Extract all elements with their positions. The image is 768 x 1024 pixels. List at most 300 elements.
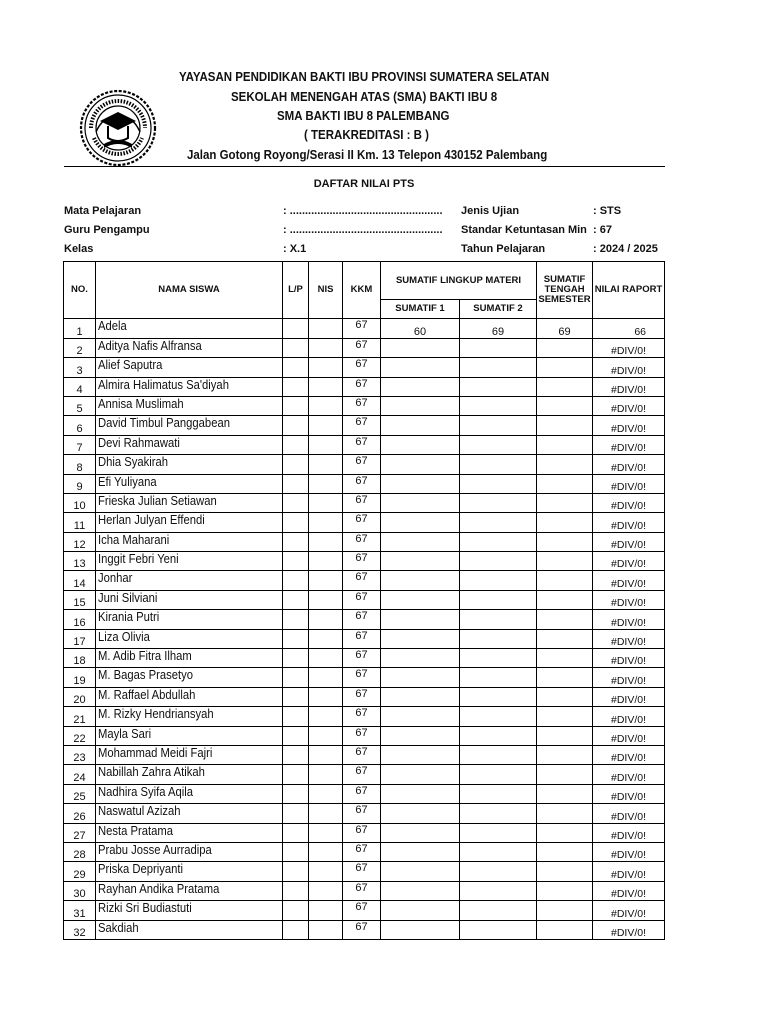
lp-cell [283,726,309,745]
class-label: Kelas [64,243,94,255]
sumatif-1-cell [381,804,460,823]
row-number: 1 [64,319,96,338]
row-number: 7 [64,435,96,454]
row-number: 31 [64,901,96,920]
sts-cell [537,590,593,609]
table-row [64,765,665,784]
student-name [96,745,283,764]
table-row [64,668,665,687]
row-number: 14 [64,571,96,590]
sts-cell [537,687,593,706]
kkm-cell: 67 [343,474,381,493]
sts-cell [537,377,593,396]
student-name-text: Adela [98,319,127,334]
student-name-text: David Timbul Panggabean [98,416,230,431]
sts-cell [537,804,593,823]
kkm-cell: 67 [343,358,381,377]
lp-cell [283,319,309,338]
student-name [96,513,283,532]
sumatif-1-cell [381,416,460,435]
sumatif-2-cell [460,552,537,571]
sumatif-1-cell [381,862,460,881]
document-title: DAFTAR NILAI PTS [313,178,415,190]
table-row [64,338,665,357]
lp-cell [283,784,309,803]
nis-cell [309,862,343,881]
header-rule [64,166,665,167]
lp-cell [283,842,309,861]
student-name [96,338,283,357]
table-row [64,687,665,706]
kkm-cell: 67 [343,610,381,629]
col-header-sumatif-tengah-semester [537,262,593,319]
student-name [96,474,283,493]
sts-cell [537,358,593,377]
col-header-kkm: KKM [343,262,381,319]
sumatif-1-cell: 60 [381,319,460,338]
raport-cell: #DIV/0! [593,610,665,629]
sumatif-1-cell [381,610,460,629]
student-name [96,668,283,687]
student-name [96,532,283,551]
row-number: 26 [64,804,96,823]
nis-cell [309,435,343,454]
row-number: 15 [64,590,96,609]
kkm-cell: 67 [343,726,381,745]
student-name [96,823,283,842]
lp-cell [283,765,309,784]
kkm-cell: 67 [343,416,381,435]
school-address: Jalan Gotong Royong/Serasi II Km. 13 Telepon 430152 Palembang [187,148,548,162]
raport-cell: #DIV/0! [593,358,665,377]
lp-cell [283,571,309,590]
student-name-text: Annisa Muslimah [98,396,184,411]
table-row [64,862,665,881]
row-number: 3 [64,358,96,377]
raport-cell: #DIV/0! [593,649,665,668]
nis-cell [309,881,343,900]
sumatif-2-cell [460,687,537,706]
sumatif-2-cell [460,338,537,357]
lp-cell [283,881,309,900]
sumatif-1-cell [381,901,460,920]
sumatif-1-cell [381,455,460,474]
student-name [96,552,283,571]
sumatif-1-cell [381,532,460,551]
raport-cell: #DIV/0! [593,784,665,803]
row-number: 18 [64,649,96,668]
lp-cell [283,532,309,551]
row-number: 19 [64,668,96,687]
academic-year-label: Tahun Pelajaran [461,243,546,255]
kkm-cell: 67 [343,435,381,454]
table-row [64,823,665,842]
kkm-cell: 67 [343,319,381,338]
nis-cell [309,765,343,784]
student-name [96,590,283,609]
raport-cell: #DIV/0! [593,726,665,745]
kkm-cell: 67 [343,532,381,551]
nis-cell [309,784,343,803]
lp-cell [283,862,309,881]
nis-cell [309,629,343,648]
subject-value: : .................................................. [283,205,443,217]
lp-cell [283,493,309,512]
sumatif-2-cell [460,629,537,648]
sts-cell [537,784,593,803]
sumatif-1-cell [381,493,460,512]
sts-cell [537,513,593,532]
lp-cell [283,416,309,435]
row-number: 23 [64,745,96,764]
student-name [96,649,283,668]
sumatif-2-cell [460,842,537,861]
kkm-cell: 67 [343,687,381,706]
sumatif-1-cell [381,745,460,764]
sumatif-1-cell [381,823,460,842]
sumatif-1-cell [381,377,460,396]
kkm-cell: 67 [343,629,381,648]
raport-cell: #DIV/0! [593,707,665,726]
sts-header-line2: TENGAH [544,284,585,296]
sumatif-2-cell [460,396,537,415]
lp-cell [283,804,309,823]
student-name [96,842,283,861]
table-row [64,842,665,861]
raport-cell: #DIV/0! [593,668,665,687]
kkm-cell: 67 [343,784,381,803]
nis-cell [309,901,343,920]
lp-cell [283,629,309,648]
nis-cell [309,726,343,745]
sumatif-1-cell [381,435,460,454]
student-name [96,416,283,435]
sumatif-1-cell [381,842,460,861]
nis-cell [309,590,343,609]
student-name [96,881,283,900]
nis-cell [309,649,343,668]
sts-cell [537,338,593,357]
table-row [64,474,665,493]
row-number: 20 [64,687,96,706]
raport-cell: #DIV/0! [593,513,665,532]
student-name-text: Herlan Julyan Effendi [98,513,205,528]
kkm-cell: 67 [343,842,381,861]
student-name-text: Juni Silviani [98,590,158,605]
teacher-label: Guru Pengampu [64,224,150,236]
sumatif-1-cell [381,765,460,784]
student-name-text: Nesta Pratama [98,823,174,838]
raport-cell: #DIV/0! [593,842,665,861]
school-short-name: SMA BAKTI IBU 8 PALEMBANG [277,109,450,123]
student-name-text: Jonhar [98,571,133,586]
sumatif-1-cell [381,396,460,415]
student-name [96,629,283,648]
sumatif-2-cell [460,804,537,823]
student-name-text: Prabu Josse Aurradipa [98,842,212,857]
table-row [64,784,665,803]
raport-cell: #DIV/0! [593,571,665,590]
sts-cell [537,745,593,764]
sumatif-1-cell [381,784,460,803]
raport-cell: #DIV/0! [593,474,665,493]
table-row [64,513,665,532]
student-name-text: Efi Yuliyana [98,474,157,489]
row-number: 8 [64,455,96,474]
sts-cell [537,920,593,939]
sumatif-2-cell [460,668,537,687]
table-row [64,649,665,668]
sts-cell [537,396,593,415]
sts-header-line3: SEMESTER [538,294,591,306]
nis-cell [309,842,343,861]
student-name-text: M. Rizky Hendriansyah [98,707,214,722]
kkm-cell: 67 [343,901,381,920]
sts-cell [537,726,593,745]
raport-cell: #DIV/0! [593,629,665,648]
lp-cell [283,707,309,726]
student-name-text: M. Bagas Prasetyo [98,668,194,683]
sts-cell: 69 [537,319,593,338]
sumatif-2-cell [460,901,537,920]
student-name-text: Mohammad Meidi Fajri [98,745,213,760]
kkm-cell: 67 [343,590,381,609]
lp-cell [283,338,309,357]
student-name [96,901,283,920]
student-name-text: Priska Depriyanti [98,862,184,877]
table-row [64,571,665,590]
nis-cell [309,707,343,726]
kkm-cell: 67 [343,707,381,726]
raport-cell: #DIV/0! [593,377,665,396]
lp-cell [283,687,309,706]
student-name [96,358,283,377]
col-header-sumatif-lingkup-materi: SUMATIF LINGKUP MATERI [381,262,537,300]
lp-cell [283,610,309,629]
table-row [64,610,665,629]
student-name-text: M. Adib Fitra Ilham [98,649,192,664]
table-row [64,377,665,396]
kkm-cell: 67 [343,571,381,590]
row-number: 25 [64,784,96,803]
kkm-cell: 67 [343,493,381,512]
col-header-lp: L/P [283,262,309,319]
table-row [64,435,665,454]
sumatif-2-cell: 69 [460,319,537,338]
raport-cell: #DIV/0! [593,435,665,454]
student-name [96,319,283,338]
sts-cell [537,862,593,881]
raport-cell: #DIV/0! [593,416,665,435]
sumatif-1-cell [381,590,460,609]
sts-cell [537,435,593,454]
sumatif-1-cell [381,552,460,571]
sumatif-2-cell [460,862,537,881]
student-name [96,435,283,454]
sumatif-2-cell [460,571,537,590]
teacher-value: : .................................................. [283,224,443,236]
kkm-cell: 67 [343,823,381,842]
kkm-cell: 67 [343,862,381,881]
lp-cell [283,590,309,609]
student-name [96,493,283,512]
sumatif-1-cell [381,920,460,939]
lp-cell [283,823,309,842]
sumatif-1-cell [381,687,460,706]
lp-cell [283,920,309,939]
nis-cell [309,668,343,687]
kkm-cell: 67 [343,745,381,764]
foundation-name: YAYASAN PENDIDIKAN BAKTI IBU PROVINSI SUMATERA SELATAN [179,70,550,84]
sts-cell [537,610,593,629]
student-name-text: Icha Maharani [98,532,170,547]
student-name-text: Almira Halimatus Sa'diyah [98,377,229,392]
raport-cell: #DIV/0! [593,493,665,512]
lp-cell [283,552,309,571]
sumatif-2-cell [460,455,537,474]
exam-type-value: : STS [593,205,622,217]
row-number: 24 [64,765,96,784]
raport-cell: #DIV/0! [593,455,665,474]
student-name [96,687,283,706]
row-number: 4 [64,377,96,396]
nis-cell [309,416,343,435]
sumatif-2-cell [460,726,537,745]
lp-cell [283,649,309,668]
row-number: 29 [64,862,96,881]
sts-cell [537,881,593,900]
student-name [96,765,283,784]
sumatif-1-cell [381,707,460,726]
nis-cell [309,687,343,706]
nis-cell [309,513,343,532]
raport-cell: 66 [593,319,665,338]
school-logo [78,88,158,168]
nis-cell [309,319,343,338]
sumatif-1-cell [381,513,460,532]
student-name-text: Mayla Sari [98,726,152,741]
sumatif-2-cell [460,784,537,803]
student-name-text: Rizki Sri Budiastuti [98,901,192,916]
student-name-text: M. Raffael Abdullah [98,687,196,702]
col-header-nilai-raport: NILAI RAPORT [593,262,665,319]
table-row [64,590,665,609]
nis-cell [309,474,343,493]
lp-cell [283,435,309,454]
student-name-text: Alief Saputra [98,358,163,373]
accreditation: ( TERAKREDITASI : B ) [304,128,430,142]
lp-cell [283,474,309,493]
student-name-text: Naswatul Azizah [98,804,181,819]
nis-cell [309,396,343,415]
nis-cell [309,552,343,571]
student-name [96,784,283,803]
raport-cell: #DIV/0! [593,804,665,823]
sumatif-2-cell [460,435,537,454]
table-row [64,319,665,338]
nis-cell [309,920,343,939]
table-row [64,455,665,474]
lp-cell [283,358,309,377]
row-number: 28 [64,842,96,861]
student-name-text: Rayhan Andika Pratama [98,881,220,896]
lp-cell [283,396,309,415]
sumatif-2-cell [460,513,537,532]
student-name-text: Inggit Febri Yeni [98,552,179,567]
row-number: 10 [64,493,96,512]
sts-cell [537,493,593,512]
sumatif-1-cell [381,629,460,648]
table-row [64,901,665,920]
grades-table [63,261,665,940]
lp-cell [283,513,309,532]
student-name-text: Nabillah Zahra Atikah [98,765,205,780]
table-row [64,745,665,764]
student-name-text: Dhia Syakirah [98,455,169,470]
raport-cell: #DIV/0! [593,532,665,551]
nis-cell [309,745,343,764]
raport-cell: #DIV/0! [593,396,665,415]
kkm-cell: 67 [343,396,381,415]
row-number: 32 [64,920,96,939]
row-number: 30 [64,881,96,900]
sumatif-2-cell [460,610,537,629]
col-header-no: NO. [64,262,96,319]
nis-cell [309,493,343,512]
nis-cell [309,377,343,396]
sumatif-2-cell [460,416,537,435]
table-row [64,396,665,415]
raport-cell: #DIV/0! [593,745,665,764]
row-number: 27 [64,823,96,842]
raport-cell: #DIV/0! [593,590,665,609]
col-header-sumatif-2: SUMATIF 2 [460,300,537,319]
class-value: : X.1 [283,243,307,255]
raport-cell: #DIV/0! [593,881,665,900]
raport-cell: #DIV/0! [593,687,665,706]
nis-cell [309,455,343,474]
table-row [64,920,665,939]
kkm-cell: 67 [343,649,381,668]
sts-cell [537,629,593,648]
table-row [64,881,665,900]
row-number: 22 [64,726,96,745]
sts-cell [537,532,593,551]
nis-cell [309,338,343,357]
lp-cell [283,745,309,764]
table-row [64,726,665,745]
kkm-cell: 67 [343,338,381,357]
sumatif-2-cell [460,590,537,609]
sumatif-1-cell [381,338,460,357]
sts-cell [537,901,593,920]
row-number: 17 [64,629,96,648]
academic-year-value: : 2024 / 2025 [593,243,658,255]
student-name [96,455,283,474]
nis-cell [309,823,343,842]
student-name-text: Frieska Julian Setiawan [98,493,217,508]
student-rows [64,319,665,940]
nis-cell [309,532,343,551]
sts-cell [537,668,593,687]
lp-cell [283,668,309,687]
student-name-text: Liza Olivia [98,629,150,644]
student-name-text: Devi Rahmawati [98,435,180,450]
sumatif-1-cell [381,474,460,493]
col-header-nis: NIS [309,262,343,319]
sumatif-1-cell [381,571,460,590]
sumatif-2-cell [460,649,537,668]
